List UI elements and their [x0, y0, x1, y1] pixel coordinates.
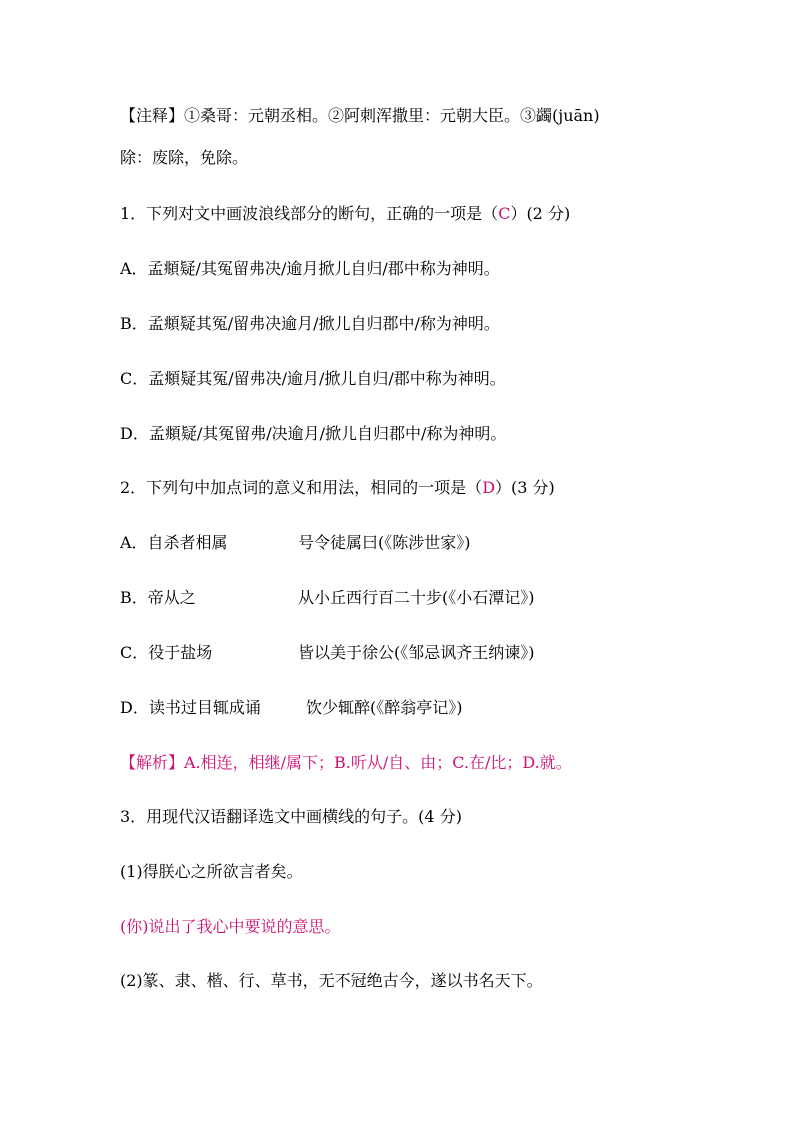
question-2-answer: D — [482, 478, 496, 497]
question-1-option-a: A．孟頫疑/其冤留弗决/逾月掀儿自归/郡中称为神明。 — [120, 259, 500, 278]
option-c-compare: 皆以美于徐公(《邹忌讽齐王纳谏》) — [298, 643, 535, 662]
option-d-phrase: D．读书过目辄成诵 — [120, 698, 261, 717]
question-3-sentence-1: (1)得朕心之所欲言者矣。 — [120, 862, 303, 881]
option-b-phrase: B．帝从之 — [120, 588, 196, 607]
question-2-points: ）(3 分) — [495, 478, 555, 497]
question-1-option-d: D．孟頫疑/其冤留弗/决逾月/掀儿自归郡中/称为神明。 — [120, 424, 507, 443]
question-1-option-c: C．孟頫疑其冤/留弗决/逾月/掀儿自归/郡中称为神明。 — [120, 369, 506, 388]
notes-line-2: 除：废除，免除。 — [120, 148, 249, 167]
question-2-option-c — [120, 643, 535, 663]
question-2-stem-text: 2．下列句中加点词的意义和用法，相同的一项是（ — [120, 478, 483, 497]
option-a-compare: 号令徒属曰(《陈涉世家》) — [298, 533, 471, 552]
question-3-sentence-1-answer: (你)说出了我心中要说的意思。 — [120, 917, 341, 936]
notes-line-1: 【注释】①桑哥：元朝丞相。②阿刺浑撒里：元朝大臣。③蠲(juān) — [120, 106, 600, 125]
question-2-option-b — [120, 588, 535, 608]
option-c-phrase: C．役于盐场 — [120, 643, 213, 662]
question-3-sentence-2: (2)篆、隶、楷、行、草书，无不冠绝古今，遂以书名天下。 — [120, 971, 543, 990]
question-1-answer: C — [498, 204, 511, 223]
question-2-option-a — [120, 533, 471, 553]
question-2-option-d — [120, 698, 463, 718]
question-2-stem — [120, 478, 555, 498]
question-3-stem: 3．用现代汉语翻译选文中画横线的句子。(4 分) — [120, 807, 462, 826]
question-1-stem-text: 1．下列对文中画波浪线部分的断句，正确的一项是（ — [120, 204, 499, 223]
option-b-compare: 从小丘西行百二十步(《小石潭记》) — [298, 588, 535, 607]
question-1-stem — [120, 204, 570, 224]
option-a-phrase: A．自杀者相属 — [120, 533, 228, 552]
question-1-option-b: B．孟頫疑其冤/留弗决逾月/掀儿自归郡中/称为神明。 — [120, 314, 500, 333]
question-2-analysis: 【解析】A.相连，相继/属下；B.听从/自、由；C.在/比；D.就。 — [120, 753, 572, 772]
question-1-points: ）(2 分) — [510, 204, 571, 223]
option-d-compare: 饮少辄醉(《醉翁亭记》) — [306, 698, 463, 717]
